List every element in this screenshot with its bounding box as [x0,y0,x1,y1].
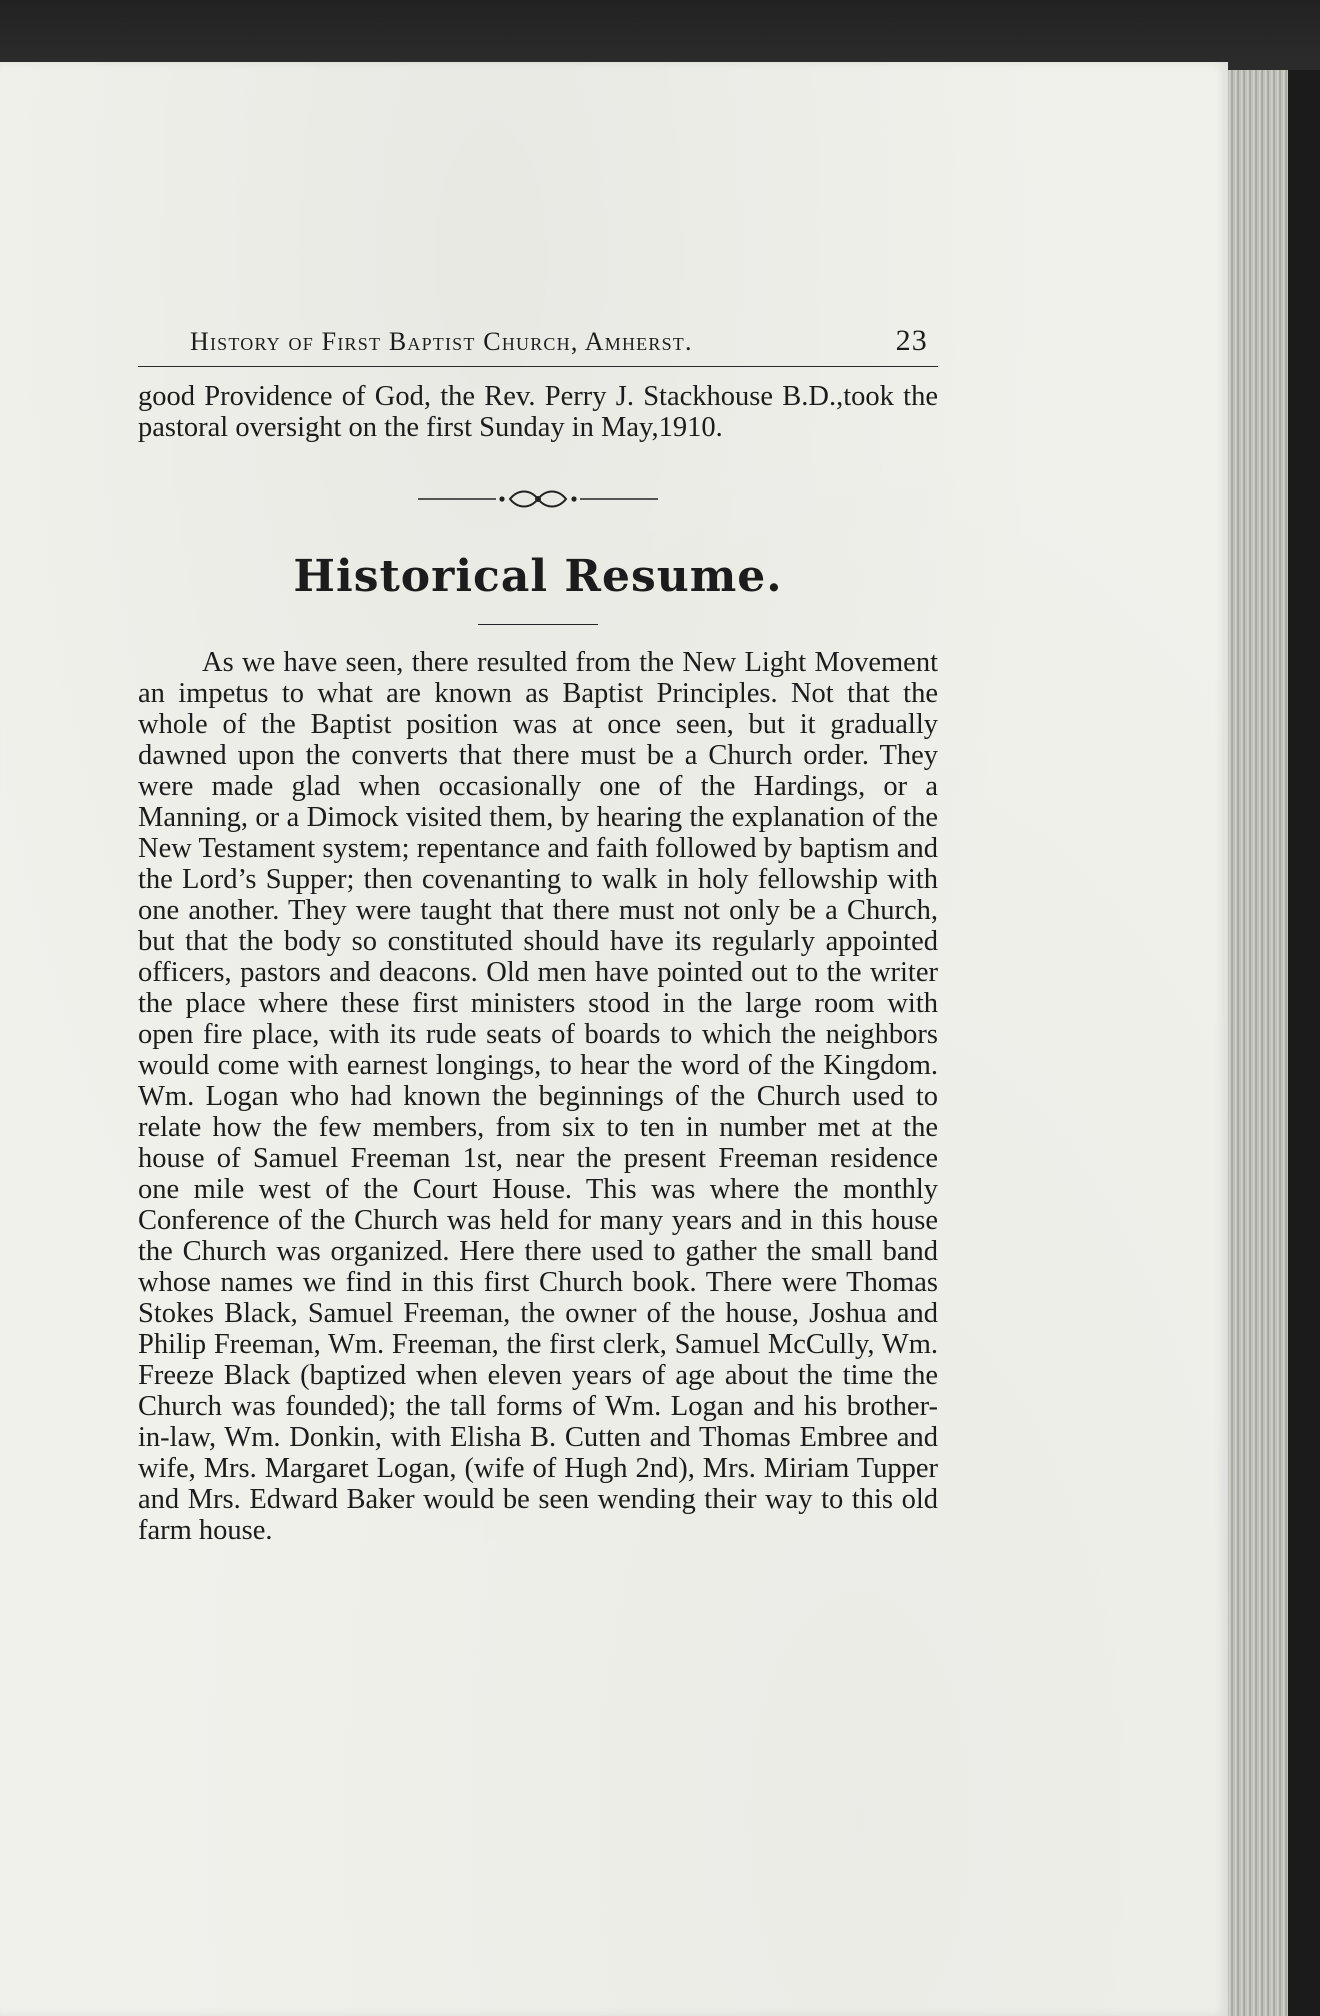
text-block [138,324,938,1546]
page-edges [1228,70,1288,2016]
heading-rule [478,624,598,625]
running-head-title: History of First Baptist Church, Amherst. [190,327,693,356]
book-page [0,62,1228,2016]
page-number: 23 [895,324,928,357]
section-body: As we have seen, there resulted from the New Light Movement an impetus to what are known as Baptist Principles. Not that the whole of the Baptist position was at once seen, but it gradually dawned upon the converts that there must be a Church order. They were made glad when occasionally one of the Hardings, or a Manning, or a Dimock visited them, by hearing the explanation of the New Testament system; repentance and faith followed by baptism and the Lord’s Supper; then covenanting to walk in holy fellowship with one another. They were taught that there must not only be a Church, but that the body so constituted should have its regularly appointed officers, pastors and deacons. Old men have pointed out to the writer the place where these first ministers stood in the large room with open fire place, with its rude seats of boards to which the neighbors would come with earnest longings, to hear the word of the Kingdom. Wm. Logan who had known the beginnings of the Church used to relate how the few members, from six to ten in number met at the house of Samuel Freeman 1st, near the present Freeman residence one mile west of the Court House. This was where the monthly Conference of the Church was held for many years and in this house the Church was organized. Here there used to gather the small band whose names we find in this first Church book. There were Thomas Stokes Black, Samuel Freeman, the owner of the house, Joshua and Philip Freeman, Wm. Freeman, the first clerk, Samuel McCully, Wm. Freeze Black (baptized when eleven years of age about the time the Church was founded); the tall forms of Wm. Logan and his brother-in-law, Wm. Donkin, with Elisha B. Cutten and Thomas Embree and wife, Mrs. Margaret Logan, (wife of Hugh 2nd), Mrs. Miriam Tupper and Mrs. Edward Baker would be seen wending their way to this old farm house. [138,647,938,1546]
ornament-divider-icon [418,487,658,511]
section-heading: Historical Resume. [293,551,783,602]
section-ornament [138,487,938,511]
running-head [138,324,938,367]
intro-paragraph: good Providence of God, the Rev. Perry J. Stackhouse B.D.,took the pastoral oversight on the first Sunday in May,1910. [138,381,938,443]
